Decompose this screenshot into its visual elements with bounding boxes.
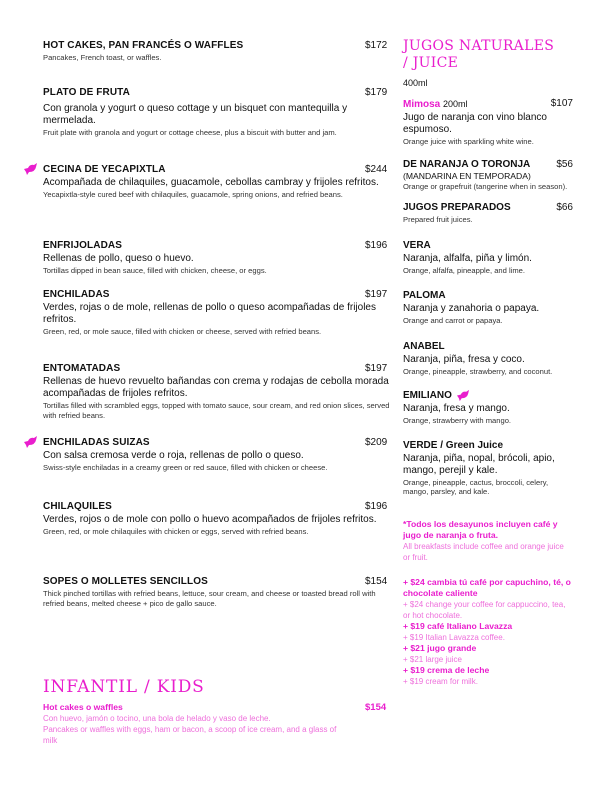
item-desc-es: Rellenas de pollo, queso o huevo. [43,253,194,264]
juice-item-naranja [403,159,573,192]
juice-item-mimosa [403,98,573,147]
item-name: ANABEL [403,340,445,352]
menu-item-enchiladas-suizas [43,437,393,501]
item-desc-en: Swiss-style enchiladas in a creamy green or red sauce, filled with chicken or cheese. [43,463,328,472]
item-price: $107 [550,98,573,109]
kids-item-desc-en: Pancakes or waffles with eggs, ham or bacon, a scoop of ice cream, and a glass of milk [43,725,337,745]
item-desc-en: Prepared fruit juices. [403,215,473,224]
item-name: SOPES O MOLLETES SENCILLOS [43,576,208,587]
menu-item-cecina [43,164,393,240]
item-name: CHILAQUILES [43,501,112,512]
item-price: $179 [365,87,388,98]
item-price: $209 [365,437,388,448]
item-name: ENCHILADAS SUIZAS [43,437,150,448]
menu-item-sopes [43,576,393,636]
included-note-en: All breakfasts include coffee and orange juice or fruit. [403,541,564,562]
juice-item-verde [403,440,573,497]
item-name: ENTOMATADAS [43,363,121,374]
menu-item-enfrijoladas [43,240,393,289]
item-desc-es: Naranja, piña, nopal, brócoli, apio, mango, perejil y kale. [403,452,555,476]
item-desc-en: Green, red, or mole chilaquiles with chicken or eggs, served with refried beans. [43,527,309,536]
item-price: $196 [365,240,388,251]
juice-item-emiliano [403,389,573,426]
item-desc-es: Verdes, rojas o de mole, rellenas de pollo o queso acompañadas de frijoles refritos. [43,302,376,325]
juice-section-title: JUGOS NATURALES [403,38,555,54]
extra-item-en: + $19 Italian Lavazza coffee. [403,632,505,642]
kids-item [43,702,388,746]
extra-item-en: + $21 large juice [403,654,462,664]
item-name: HOT CAKES, PAN FRANCÉS O WAFFLES [43,40,244,51]
menu-item-plato-fruta [43,87,393,164]
item-desc-es: Con salsa cremosa verde o roja, rellenas de pollo o queso. [43,450,304,461]
item-desc-en: Fruit plate with granola and yogurt or cottage cheese, plus a biscuit with butter and jam. [43,128,337,137]
extra-item: + $19 café Italiano Lavazza [403,620,513,631]
item-desc-en: Orange, pineapple, cactus, broccoli, celery, mango, parsley, and kale. [403,477,549,496]
item-price: $196 [365,501,388,512]
item-name: DE NARANJA O TORONJA [403,158,531,170]
kids-section-title: INFANTIL / KIDS [43,677,205,697]
kids-item-desc-es: Con huevo, jamón o tocino, una bola de helado y vaso de leche. [43,714,271,723]
item-desc-en: Tortillas filled with scrambled eggs, topped with tomato sauce, sour cream, and red onion slices, served with refried beans. [43,401,390,420]
item-price: $197 [365,289,388,300]
bird-icon [23,162,39,176]
juice-item-anabel [403,341,573,377]
item-name: VERDE / Green Juice [403,439,504,451]
item-desc-es: Verdes, rojos o de mole con pollo o huevo acompañados de frijoles refritos. [43,514,377,525]
item-desc-en: Pancakes, French toast, or waffles. [43,53,162,62]
item-desc-en: Thick pinched tortillas with refried beans, lettuce, sour cream, and cheese or toasted bread roll with refried beans, melted cheese + pico de gallo sauce. [43,589,376,608]
item-size: 200ml [443,99,468,109]
item-desc-en: Orange, alfalfa, pineapple, and lime. [403,265,526,275]
menu-item-entomatadas [43,363,393,437]
menu-item-enchiladas [43,289,393,363]
item-name: PLATO DE FRUTA [43,87,130,98]
bird-icon [456,389,471,402]
item-subtitle: (MANDARINA EN TEMPORADA) [403,170,531,181]
extra-item: + $19 crema de leche [403,664,490,675]
item-name: JUGOS PREPARADOS [403,202,511,213]
extra-item: + $24 cambia tú café por capuchino, té, o chocolate caliente [403,576,571,598]
juice-menu [403,38,573,687]
item-desc-en: Orange and carrot or papaya. [403,316,503,325]
extra-item: + $21 jugo grande [403,642,477,653]
item-desc-en: Orange or grapefruit (tangerine when in season). [403,181,568,191]
bird-icon [23,435,39,449]
juice-item-preparados [403,202,573,225]
item-name: EMILIANO [403,389,452,401]
kids-item-name: Hot cakes o waffles [43,702,123,712]
item-name: VERA [403,239,431,251]
item-desc-es: Naranja, alfalfa, piña y limón. [403,252,532,264]
item-price: $172 [365,40,388,51]
item-desc-es: Con granola y yogurt o queso cottage y un bisquet con mantequilla y mermelada. [43,103,348,126]
item-desc-en: Yecapixtla-style cured beef with chilaquiles, guacamole, spring onions, and refried beans. [43,190,343,199]
item-price: $154 [365,576,388,587]
breakfast-menu [43,40,393,636]
juice-section-subtitle: / JUICE [403,55,459,71]
menu-item-chilaquiles [43,501,393,576]
item-name: Mimosa [403,99,441,110]
item-name: ENCHILADAS [43,289,110,300]
item-desc-en: Orange juice with sparkling white wine. [403,137,534,146]
item-desc-es: Rellenas de huevo revuelto bañandas con crema y rodajas de cebolla morada acompañadas de frijoles refritos. [43,376,389,399]
juice-item-paloma [403,290,573,326]
item-price: $56 [556,158,573,170]
juice-item-vera [403,240,573,276]
item-name: CECINA DE YECAPIXTLA [43,164,166,175]
included-note: *Todos los desayunos incluyen café y jugo de naranja o fruta. [403,518,558,540]
item-desc-es: Naranja y zanahoria o papaya. [403,303,540,314]
item-desc-es: Jugo de naranja con vino blanco espumoso. [403,112,547,135]
item-price: $244 [365,164,388,175]
item-desc-en: Orange, pineapple, strawberry, and coconut. [403,366,553,376]
item-desc-en: Tortillas dipped in bean sauce, filled with chicken, cheese, or eggs. [43,266,267,275]
extras-list [403,577,573,687]
item-desc-en: Orange, strawberry with mango. [403,416,512,425]
item-desc-es: Naranja, fresa y mango. [403,403,510,414]
item-desc-en: Green, red, or mole sauce, filled with chicken or cheese, served with refried beans. [43,327,322,336]
item-desc-es: Acompañada de chilaquiles, guacamole, cebollas cambray y frijoles refritos. [43,177,379,188]
extra-item-en: + $19 cream for milk. [403,676,478,686]
kids-item-price: $154 [365,702,387,713]
item-name: PALOMA [403,290,446,301]
item-desc-es: Naranja, piña, fresa y coco. [403,353,525,365]
item-price: $197 [365,363,388,374]
breakfast-notes [403,519,573,563]
extra-item-en: + $24 change your coffee for cappuccino, tea, or hot chocolate. [403,599,566,620]
item-name: ENFRIJOLADAS [43,240,122,251]
menu-item-hotcakes [43,40,393,87]
item-price: $66 [556,202,573,213]
juice-size: 400ml [403,78,428,88]
